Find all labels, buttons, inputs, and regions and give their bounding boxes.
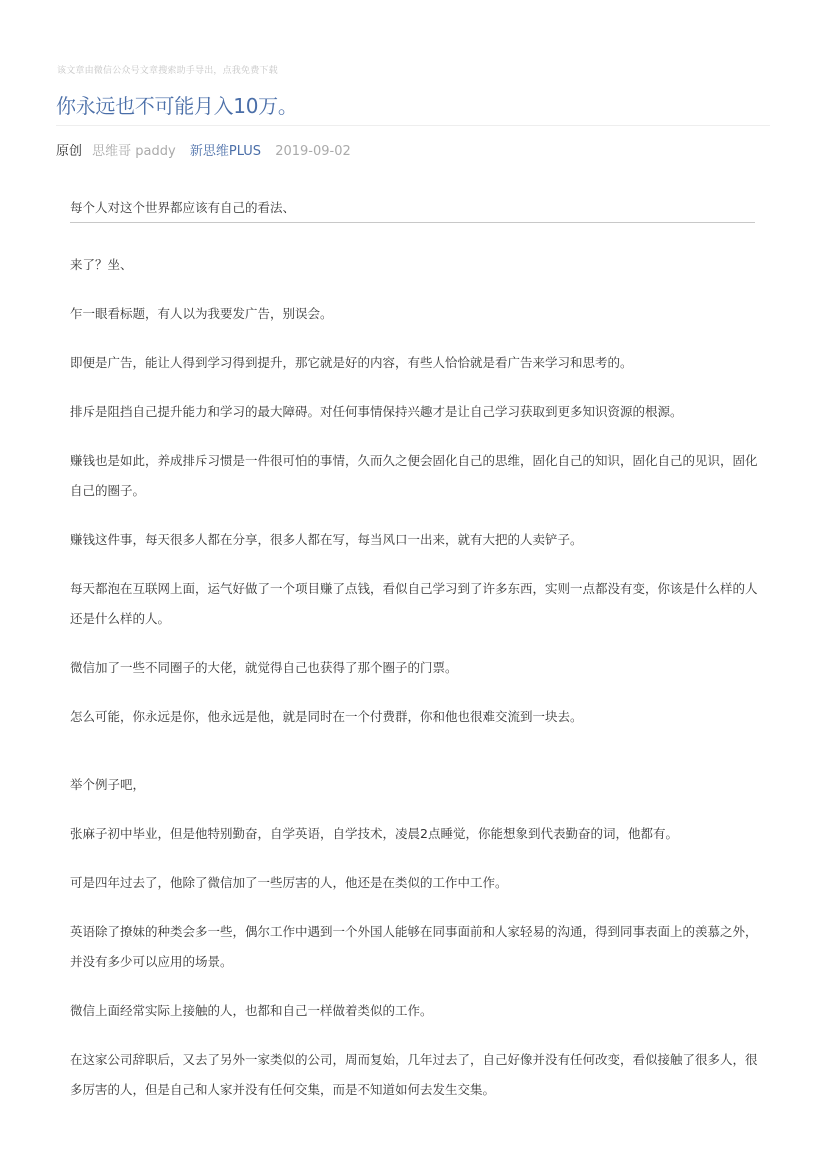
article-title: 你永远也不可能月入10万。 [56, 94, 298, 118]
paragraph: 在这家公司辞职后，又去了另外一家类似的公司，周而复始，几年过去了，自己好像并没有任何改变，看似接触了很多人，很多厉害的人，但是自己和人家并没有任何交集，而是不知道如何去发生交集。 [70, 1052, 758, 1097]
export-note-link[interactable]: 该文章由微信公众号文章搜索助手导出，点我免费下载 [57, 66, 278, 76]
paragraph: 来了？坐、 [70, 257, 133, 272]
paragraph: 排斥是阻挡自己提升能力和学习的最大障碍。对任何事情保持兴趣才是让自己学习获取到更多知识资源的根源。 [70, 404, 683, 419]
paragraph: 赚钱这件事，每天很多人都在分享，很多人都在写，每当风口一出来，就有大把的人卖铲子。 [70, 532, 583, 547]
author-name: 思维哥 paddy [92, 144, 176, 159]
paragraph: 每天都泡在互联网上面，运气好做了一个项目赚了点钱，看似自己学习到了许多东西，实则一点都没有变，你该是什么样的人还是什么样的人。 [70, 581, 758, 626]
paragraph: 微信加了一些不同圈子的大佬，就觉得自己也获得了那个圈子的门票。 [70, 660, 458, 675]
publish-date: 2019-09-02 [275, 144, 351, 159]
paragraph: 怎么可能，你永远是你，他永远是他，就是同时在一个付费群，你和他也很难交流到一块去。 [70, 709, 583, 724]
paragraph: 赚钱也是如此，养成排斥习惯是一件很可怕的事情，久而久之便会固化自己的思维，固化自己的知识，固化自己的见识，固化自己的圈子。 [70, 453, 758, 498]
paragraph: 微信上面经常实际上接触的人，也都和自己一样做着类似的工作。 [70, 1003, 433, 1018]
account-link[interactable]: 新思维PLUS [189, 144, 262, 159]
paragraph: 举个例子吧， [70, 777, 146, 792]
paragraph: 英语除了撩妹的种类会多一些，偶尔工作中遇到一个外国人能够在同事面前和人家轻易的沟通，得到同事表面上的羡慕之外，并没有多少可以应用的场景。 [70, 924, 758, 969]
paragraph: 可是四年过去了，他除了微信加了一些厉害的人，他还是在类似的工作中工作。 [70, 875, 508, 890]
article-body [70, 250, 760, 1105]
paragraph: 张麻子初中毕业，但是他特别勤奋，自学英语，自学技术，凌晨2点睡觉，你能想象到代表勤奋的词，他都有。 [70, 826, 678, 841]
title-divider [56, 125, 770, 126]
lead-quote: 每个人对这个世界都应该有自己的看法、 [70, 198, 755, 223]
paragraph: 乍一眼看标题，有人以为我要发广告，别误会。 [70, 306, 333, 321]
original-tag: 原创 [56, 144, 83, 159]
article-meta [56, 140, 361, 159]
paragraph: 即便是广告，能让人得到学习得到提升，那它就是好的内容，有些人恰恰就是看广告来学习和思考的。 [70, 355, 633, 370]
